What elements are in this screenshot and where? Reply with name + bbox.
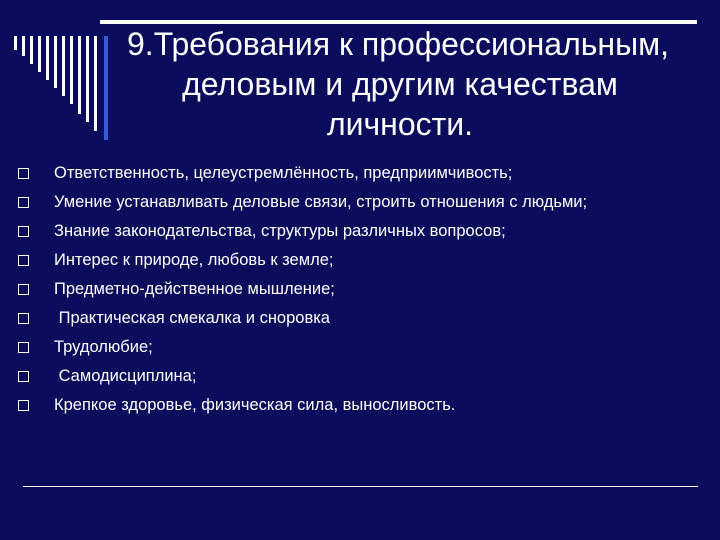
list-item xyxy=(18,220,587,249)
list-item-text: Самодисциплина; xyxy=(54,367,197,385)
list-item xyxy=(18,336,587,365)
hollow-square-bullet-icon xyxy=(18,168,29,179)
list-item xyxy=(18,191,587,220)
hollow-square-bullet-icon xyxy=(18,226,29,237)
hollow-square-bullet-icon xyxy=(18,313,29,324)
bottom-divider xyxy=(23,486,698,487)
list-item-text: Умение устанавливать деловые связи, строить отношения с людьми; xyxy=(54,193,588,211)
list-item xyxy=(18,278,587,307)
hollow-square-bullet-icon xyxy=(18,284,29,295)
list-item-text: Трудолюбие; xyxy=(54,338,153,356)
list-item xyxy=(18,162,587,191)
list-item-text: Практическая смекалка и сноровка xyxy=(54,309,330,327)
list-item xyxy=(18,307,587,336)
list-item-text: Знание законодательства, структуры различных вопросов; xyxy=(54,222,506,240)
title-line: 9.Требования к профессиональным, xyxy=(127,26,669,62)
list-item xyxy=(18,365,587,394)
list-item-text: Ответственность, целеустремлённость, предприимчивость; xyxy=(54,164,513,182)
hollow-square-bullet-icon xyxy=(18,400,29,411)
list-item xyxy=(18,249,587,278)
list-item-text: Крепкое здоровье, физическая сила, выносливость. xyxy=(54,396,456,414)
list-item-text: Предметно-действенное мышление; xyxy=(54,280,335,298)
hollow-square-bullet-icon xyxy=(18,255,29,266)
list-item xyxy=(18,394,587,423)
requirements-list xyxy=(18,162,587,423)
list-item-text: Интерес к природе, любовь к земле; xyxy=(54,251,334,269)
hollow-square-bullet-icon xyxy=(18,342,29,353)
title-line: личности. xyxy=(326,106,474,142)
title-line: деловым и другим качествам xyxy=(182,66,618,102)
page-title xyxy=(90,24,710,144)
hollow-square-bullet-icon xyxy=(18,371,29,382)
hollow-square-bullet-icon xyxy=(18,197,29,208)
